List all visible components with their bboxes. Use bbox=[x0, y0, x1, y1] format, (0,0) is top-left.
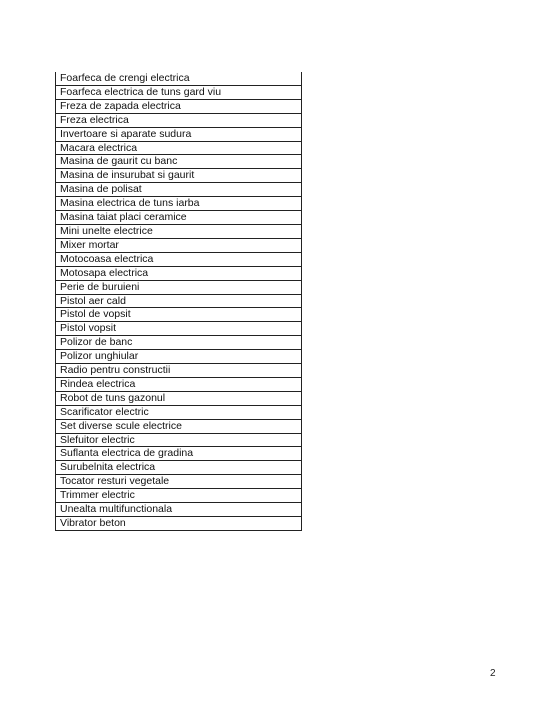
item-cell: Vibrator beton bbox=[56, 517, 302, 531]
table-row bbox=[56, 419, 302, 433]
table-row bbox=[56, 141, 302, 155]
table-row bbox=[56, 322, 302, 336]
table-row bbox=[56, 377, 302, 391]
item-cell: Motosapa electrica bbox=[56, 266, 302, 280]
item-cell: Masina de gaurit cu banc bbox=[56, 155, 302, 169]
item-list-table bbox=[55, 72, 302, 531]
table-row bbox=[56, 517, 302, 531]
table-row bbox=[56, 72, 302, 85]
table-row bbox=[56, 364, 302, 378]
table-row bbox=[56, 113, 302, 127]
item-cell: Tocator resturi vegetale bbox=[56, 475, 302, 489]
table-row bbox=[56, 461, 302, 475]
item-cell: Invertoare si aparate sudura bbox=[56, 127, 302, 141]
item-cell: Trimmer electric bbox=[56, 489, 302, 503]
page-number: 2 bbox=[490, 668, 496, 679]
item-cell: Surubelnita electrica bbox=[56, 461, 302, 475]
table-row bbox=[56, 252, 302, 266]
table-row bbox=[56, 224, 302, 238]
item-cell: Polizor unghiular bbox=[56, 350, 302, 364]
table-row bbox=[56, 127, 302, 141]
item-cell: Robot de tuns gazonul bbox=[56, 391, 302, 405]
table-row bbox=[56, 155, 302, 169]
item-cell: Suflanta electrica de gradina bbox=[56, 447, 302, 461]
table-row bbox=[56, 475, 302, 489]
item-cell: Scarificator electric bbox=[56, 405, 302, 419]
item-list-table-wrapper bbox=[55, 72, 302, 531]
item-cell: Freza electrica bbox=[56, 113, 302, 127]
item-cell: Masina de insurubat si gaurit bbox=[56, 169, 302, 183]
item-cell: Unealta multifunctionala bbox=[56, 503, 302, 517]
table-row bbox=[56, 197, 302, 211]
item-cell: Pistol de vopsit bbox=[56, 308, 302, 322]
item-cell: Polizor de banc bbox=[56, 336, 302, 350]
table-row bbox=[56, 183, 302, 197]
table-row bbox=[56, 85, 302, 99]
item-cell: Macara electrica bbox=[56, 141, 302, 155]
table-row bbox=[56, 447, 302, 461]
item-list-body bbox=[56, 72, 302, 530]
item-cell: Radio pentru constructii bbox=[56, 364, 302, 378]
item-cell: Motocoasa electrica bbox=[56, 252, 302, 266]
item-cell: Masina taiat placi ceramice bbox=[56, 211, 302, 225]
table-row bbox=[56, 99, 302, 113]
table-row bbox=[56, 280, 302, 294]
table-row bbox=[56, 433, 302, 447]
item-cell: Mixer mortar bbox=[56, 238, 302, 252]
table-row bbox=[56, 308, 302, 322]
table-row bbox=[56, 238, 302, 252]
table-row bbox=[56, 266, 302, 280]
item-cell: Pistol vopsit bbox=[56, 322, 302, 336]
table-row bbox=[56, 350, 302, 364]
item-cell: Set diverse scule electrice bbox=[56, 419, 302, 433]
table-row bbox=[56, 294, 302, 308]
item-cell: Perie de buruieni bbox=[56, 280, 302, 294]
item-cell: Masina de polisat bbox=[56, 183, 302, 197]
item-cell: Freza de zapada electrica bbox=[56, 99, 302, 113]
table-row bbox=[56, 169, 302, 183]
table-row bbox=[56, 489, 302, 503]
table-row bbox=[56, 503, 302, 517]
item-cell: Foarfeca electrica de tuns gard viu bbox=[56, 85, 302, 99]
item-cell: Rindea electrica bbox=[56, 377, 302, 391]
item-cell: Slefuitor electric bbox=[56, 433, 302, 447]
table-row bbox=[56, 211, 302, 225]
item-cell: Pistol aer cald bbox=[56, 294, 302, 308]
table-row bbox=[56, 391, 302, 405]
table-row bbox=[56, 405, 302, 419]
item-cell: Foarfeca de crengi electrica bbox=[56, 72, 302, 85]
item-cell: Masina electrica de tuns iarba bbox=[56, 197, 302, 211]
item-cell: Mini unelte electrice bbox=[56, 224, 302, 238]
table-row bbox=[56, 336, 302, 350]
